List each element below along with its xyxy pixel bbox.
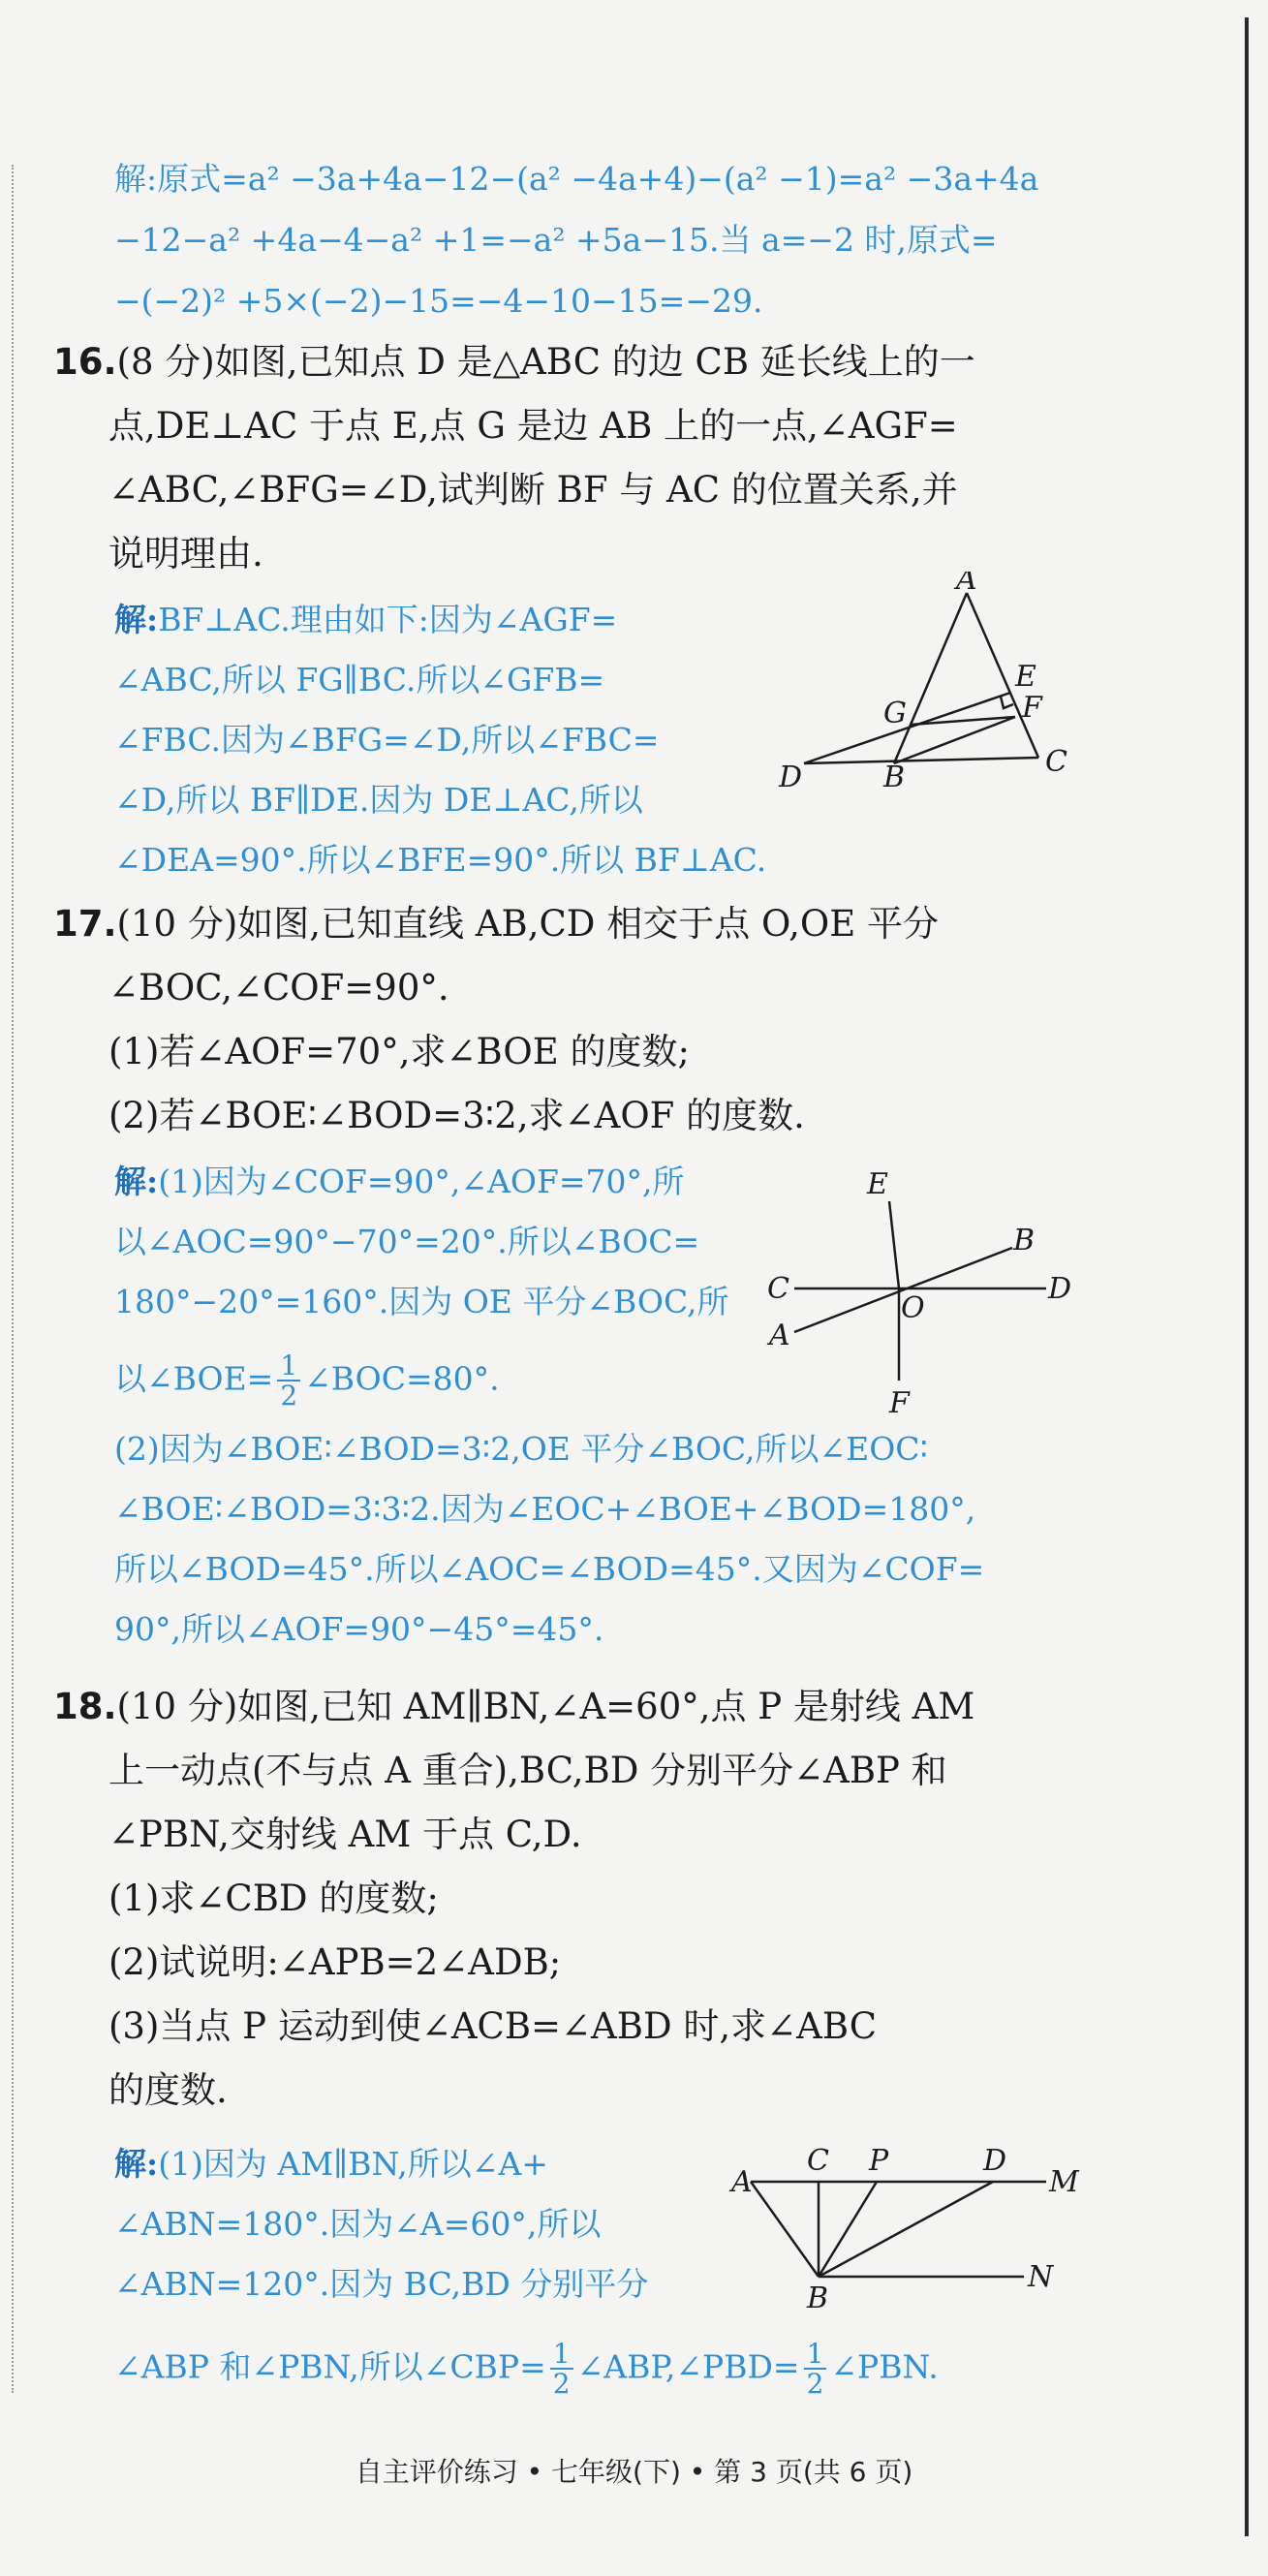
point-label-P: P <box>869 2144 889 2178</box>
q18-solution-text: (1)因为 AM∥BN,所以∠A+ <box>158 2145 548 2183</box>
page-footer: 自主评价练习 • 七年级(下) • 第 3 页(共 6 页) <box>355 2456 913 2488</box>
q17-solution-line-2: 以∠AOC=90°−70°=20°.所以∠BOC= <box>114 1223 700 1260</box>
q16-stem-line-1 <box>53 341 975 384</box>
point-label-A: A <box>956 572 977 597</box>
q18-text: (10 分)如图,已知 AM∥BN,∠A=60°,点 P 是射线 AM <box>116 1686 975 1727</box>
point-label-B: B <box>1013 1224 1036 1257</box>
q16-text: (8 分)如图,已知点 D 是△ABC 的边 CB 延长线上的一 <box>116 341 975 383</box>
solution-label: 解: <box>114 601 159 638</box>
q18-solution-text: ∠PBN. <box>830 2347 939 2386</box>
q18-solution-line-1 <box>114 2145 548 2184</box>
fraction-one-half: $\frac{1}{2}$ <box>804 2340 827 2399</box>
q15-solution-line-3: −(−2)² +5×(−2)−15=−4−10−15=−29. <box>114 282 763 320</box>
q18-stem-line-1 <box>53 1686 974 1728</box>
segment-AB <box>751 2182 819 2277</box>
point-label-C: C <box>807 2144 829 2178</box>
binding-edge-line <box>1245 17 1249 2536</box>
solution-label: 解: <box>114 1163 159 1200</box>
q18-solution-text: ∠ABP 和∠PBN,所以∠CBP= <box>114 2347 546 2386</box>
point-label-O: O <box>901 1291 925 1325</box>
q16-figure-svg <box>765 572 1075 804</box>
q17-solution-text: ∠BOC=80°. <box>304 1359 500 1398</box>
point-label-B: B <box>807 2281 829 2315</box>
point-label-G: G <box>883 697 907 730</box>
q16-stem-line-3: ∠ABC,∠BFG=∠D,试判断 BF 与 AC 的位置关系,并 <box>108 469 958 511</box>
q18-figure-svg <box>722 2122 1090 2315</box>
question-number: 16. <box>53 341 117 383</box>
point-label-B: B <box>883 760 906 794</box>
q16-solution-line-2: ∠ABC,所以 FG∥BC.所以∠GFB= <box>114 661 605 698</box>
segment-DC <box>804 758 1038 763</box>
q18-solution-line-4 <box>114 2340 939 2399</box>
point-label-E: E <box>867 1167 888 1201</box>
question-number: 17. <box>53 903 117 945</box>
point-label-D: D <box>1048 1272 1072 1306</box>
q17-stem-line-1 <box>53 903 939 946</box>
solution-label: 解: <box>114 2145 159 2183</box>
q18-solution-text: ∠ABP,∠PBD= <box>576 2347 800 2386</box>
q17-solution-text: 以∠BOE= <box>114 1359 274 1398</box>
point-label-M: M <box>1049 2165 1079 2199</box>
q17-solution-line-1 <box>114 1163 684 1201</box>
q17-solution-line-4 <box>114 1351 500 1411</box>
q16-solution-line-4: ∠D,所以 BF∥DE.因为 DE⊥AC,所以 <box>114 781 643 819</box>
dotted-margin-line <box>12 165 14 2393</box>
q18-solution-line-2: ∠ABN=180°.因为∠A=60°,所以 <box>114 2205 602 2243</box>
q17-solution-line-8: 90°,所以∠AOF=90°−45°=45°. <box>114 1610 604 1648</box>
question-number: 18. <box>53 1686 117 1727</box>
q17-solution-line-5: (2)因为∠BOE∶∠BOD=3∶2,OE 平分∠BOC,所以∠EOC∶ <box>114 1430 929 1468</box>
q17-solution-line-6: ∠BOE∶∠BOD=3∶3∶2.因为∠EOC+∠BOE+∠BOD=180°, <box>114 1490 976 1528</box>
point-label-D: D <box>779 760 803 794</box>
point-label-A: A <box>731 2165 753 2199</box>
point-label-N: N <box>1028 2260 1054 2294</box>
q18-stem-line-5: (2)试说明:∠APB=2∠ADB; <box>108 1941 562 1983</box>
q16-solution-line-5: ∠DEA=90°.所以∠BFE=90°.所以 BF⊥AC. <box>114 841 767 879</box>
q18-parallel-lines-figure <box>722 2122 1090 2319</box>
q15-solution-line-1: 解:原式=a² −3a+4a−12−(a² −4a+4)−(a² −1)=a² −3a+4a <box>114 160 1039 198</box>
q18-stem-line-4: (1)求∠CBD 的度数; <box>108 1878 439 1919</box>
q17-intersecting-lines-figure <box>756 1163 1085 1428</box>
point-label-A: A <box>769 1319 790 1352</box>
q16-solution-text: BF⊥AC.理由如下:因为∠AGF= <box>158 601 618 638</box>
q17-figure-svg <box>756 1163 1085 1424</box>
q16-stem-line-4: 说明理由. <box>108 533 263 574</box>
segment-BD <box>819 2182 993 2277</box>
point-label-C: C <box>1045 745 1067 779</box>
q18-stem-line-6: (3)当点 P 运动到使∠ACB=∠ABD 时,求∠ABC <box>108 2005 878 2047</box>
q17-solution-line-3: 180°−20°=160°.因为 OE 平分∠BOC,所 <box>114 1283 729 1320</box>
q16-stem-line-2: 点,DE⊥AC 于点 E,点 G 是边 AB 上的一点,∠AGF= <box>108 405 958 447</box>
q16-triangle-figure <box>765 572 1075 808</box>
q15-solution-line-2: −12−a² +4a−4−a² +1=−a² +5a−15.当 a=−2 时,原式= <box>114 221 998 259</box>
q17-solution-text: (1)因为∠COF=90°,∠AOF=70°,所 <box>158 1163 685 1200</box>
q17-stem-line-2: ∠BOC,∠COF=90°. <box>108 967 449 1009</box>
q16-solution-line-3: ∠FBC.因为∠BFG=∠D,所以∠FBC= <box>114 721 660 759</box>
point-label-E: E <box>1015 660 1036 694</box>
q16-solution-line-1 <box>114 601 617 639</box>
point-label-F: F <box>889 1386 910 1420</box>
q17-stem-line-3: (1)若∠AOF=70°,求∠BOE 的度数; <box>108 1031 690 1072</box>
q18-solution-line-3: ∠ABN=120°.因为 BC,BD 分别平分 <box>114 2265 649 2303</box>
q18-stem-line-3: ∠PBN,交射线 AM 于点 C,D. <box>108 1814 582 1855</box>
ray-OE <box>889 1201 899 1288</box>
point-label-D: D <box>983 2144 1007 2178</box>
q17-stem-line-4: (2)若∠BOE∶∠BOD=3∶2,求∠AOF 的度数. <box>108 1095 805 1136</box>
segment-AB <box>894 593 967 763</box>
point-label-F: F <box>1022 691 1042 725</box>
point-label-C: C <box>767 1272 789 1306</box>
segment-BP <box>819 2182 877 2277</box>
q18-stem-line-7: 的度数. <box>108 2069 228 2111</box>
fraction-one-half: $\frac{1}{2}$ <box>550 2340 573 2399</box>
q17-solution-line-7: 所以∠BOD=45°.所以∠AOC=∠BOD=45°.又因为∠COF= <box>114 1550 985 1588</box>
q17-text: (10 分)如图,已知直线 AB,CD 相交于点 O,OE 平分 <box>116 903 939 945</box>
segment-DE <box>804 693 1010 763</box>
fraction-one-half: $\frac{1}{2}$ <box>277 1351 300 1411</box>
q18-stem-line-2: 上一动点(不与点 A 重合),BC,BD 分别平分∠ABP 和 <box>108 1750 947 1791</box>
